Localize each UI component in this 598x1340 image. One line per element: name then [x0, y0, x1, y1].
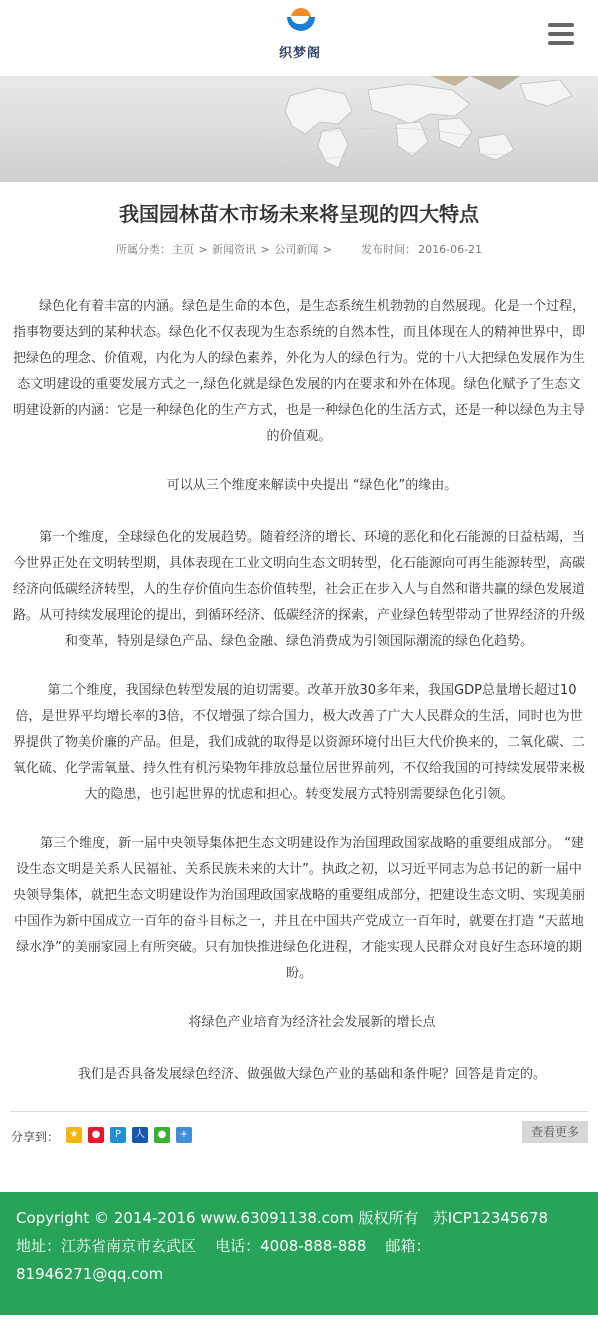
- renren-icon[interactable]: 人: [132, 1127, 148, 1143]
- publish-date: 2016-06-21: [418, 243, 483, 256]
- phone-label: 电话：: [215, 1237, 261, 1255]
- logo-text: 织梦阁: [278, 46, 321, 61]
- wechat-icon[interactable]: ●: [154, 1127, 170, 1143]
- article-paragraph: 绿色化有着丰富的内涵。绿色是生命的本色，是生态系统生机勃勃的自然展现。化是一个过程，指事物要达到的某种状态。绿色化不仅表现为生态系统的自然本性，而且体现在人的精神世界中，即把绿色的理念、价值观，内化为人的绿色素养，外化为人的绿色行为。党的十八大把绿色发展作为生态文明建设的重要发展方式之一,绿色化就是绿色发展的内在要求和外在体现。绿色化赋予了生态文明建设新的内涵：它是一种绿色化的生产方式，也是一种绿色化的生活方式，还是一种以绿色为主导的价值观。: [12, 299, 585, 444]
- footer-line-2: [16, 1232, 582, 1260]
- qzone-icon[interactable]: ★: [66, 1127, 82, 1143]
- breadcrumb-news[interactable]: 新闻资讯: [212, 243, 257, 256]
- share-label: 分享到：: [11, 1130, 60, 1144]
- site-footer: [0, 1192, 598, 1315]
- breadcrumb-separator: >: [260, 243, 270, 256]
- tencent-weibo-icon[interactable]: P: [110, 1127, 126, 1143]
- icp-number[interactable]: 苏ICP12345678: [432, 1209, 549, 1227]
- site-header: [0, 0, 598, 76]
- hero-banner: [0, 76, 598, 182]
- article-body: [0, 294, 598, 1088]
- article-paragraph: 将绿色产业培育为经济社会发展新的增长点: [188, 1015, 436, 1030]
- footer-line-1: [16, 1204, 582, 1232]
- view-more-button[interactable]: 查看更多: [522, 1121, 588, 1143]
- email-address[interactable]: 81946271@qq.com: [16, 1265, 164, 1283]
- share-icons: [66, 1127, 192, 1143]
- article-paragraph: 第二个维度，我国绿色转型发展的迫切需要。改革开放30多年来，我国GDP总量增长超过10倍，是世界平均增长率的3倍，不仅增强了综合国力，极大改善了广大人民群众的生活，同时也为世界提供了物美价廉的产品。但是，我们成就的取得是以资源环境付出巨大代价换来的，二氧化碳、二氧化硫、化学需氧量、持久性有机污染物年排放总量位居世界前列，不仅给我国的可持续发展带来极大的隐患，也引起世界的忧虑和担心。转变发展方式特别需要绿色化引领。: [12, 683, 585, 802]
- article-title: 我国园林苗木市场未来将呈现的四大特点: [119, 202, 479, 226]
- article-paragraph: 第一个维度，全球绿色化的发展趋势。随着经济的增长、环境的恶化和化石能源的日益枯竭，当今世界正处在文明转型期，具体表现在工业文明向生态文明转型，化石能源向可再生能源转型，高碳经济向低碳经济转型，人的生存价值向生态价值转型，社会正在步入人与自然和谐共赢的绿色发展道路。从可持续发展理论的提出，到循环经济、低碳经济的探索，产业绿色转型带动了世界经济的升级和变革，特别是绿色产品、绿色金融、绿色消费成为引领国际潮流的绿色化趋势。: [12, 530, 585, 649]
- breadcrumb-separator: >: [198, 243, 208, 256]
- share-bar: [0, 1112, 598, 1156]
- date-label: 发布时间：: [361, 243, 417, 256]
- breadcrumb-company-news[interactable]: 公司新闻: [274, 243, 319, 256]
- address-label: 地址：: [16, 1237, 62, 1255]
- logo-icon: [285, 8, 315, 36]
- more-share-icon[interactable]: +: [176, 1127, 192, 1143]
- world-map-illustration: [0, 76, 598, 182]
- article-paragraph: 可以从三个维度来解读中央提出 “绿色化”的缘由。: [166, 478, 458, 493]
- address-text: 江苏省南京市玄武区: [61, 1237, 197, 1255]
- article-paragraph: 第三个维度，新一届中央领导集体把生态文明建设作为治国理政国家战略的重要组成部分。 “建设生态文明是关系人民福祉、关系民族未来的大计”。执政之初，以习近平同志为总书记的新一届中央领导集体，就把生态文明建设作为治国理政国家战略的重要组成部分，把建设生态文明、实现美丽中国作为新中国成立一百年的奋斗目标之一，并且在中国共产党成立一百年时，就要在打造 “天蓝地绿水净”的美丽家园上有所突破。只有加快推进绿色化进程，才能实现人民群众对良好生态环境的期盼。: [12, 836, 585, 981]
- site-logo[interactable]: [274, 8, 326, 66]
- breadcrumb-separator: >: [322, 243, 333, 256]
- breadcrumb-home[interactable]: 主页: [171, 243, 194, 256]
- article-meta: [0, 241, 598, 257]
- email-label: 邮箱：: [385, 1237, 431, 1255]
- phone-number[interactable]: 4008-888-888: [260, 1237, 367, 1255]
- hamburger-menu-icon[interactable]: [548, 23, 574, 45]
- breadcrumb-label: 所属分类：: [115, 243, 171, 256]
- article-paragraph: 我们是否具备发展绿色经济、做强做大绿色产业的基础和条件呢？回答是肯定的。: [77, 1067, 546, 1082]
- weibo-icon[interactable]: ●: [88, 1127, 104, 1143]
- copyright-text: Copyright © 2014-2016 www.63091138.com 版权所有: [16, 1209, 419, 1227]
- footer-line-3: [16, 1260, 582, 1288]
